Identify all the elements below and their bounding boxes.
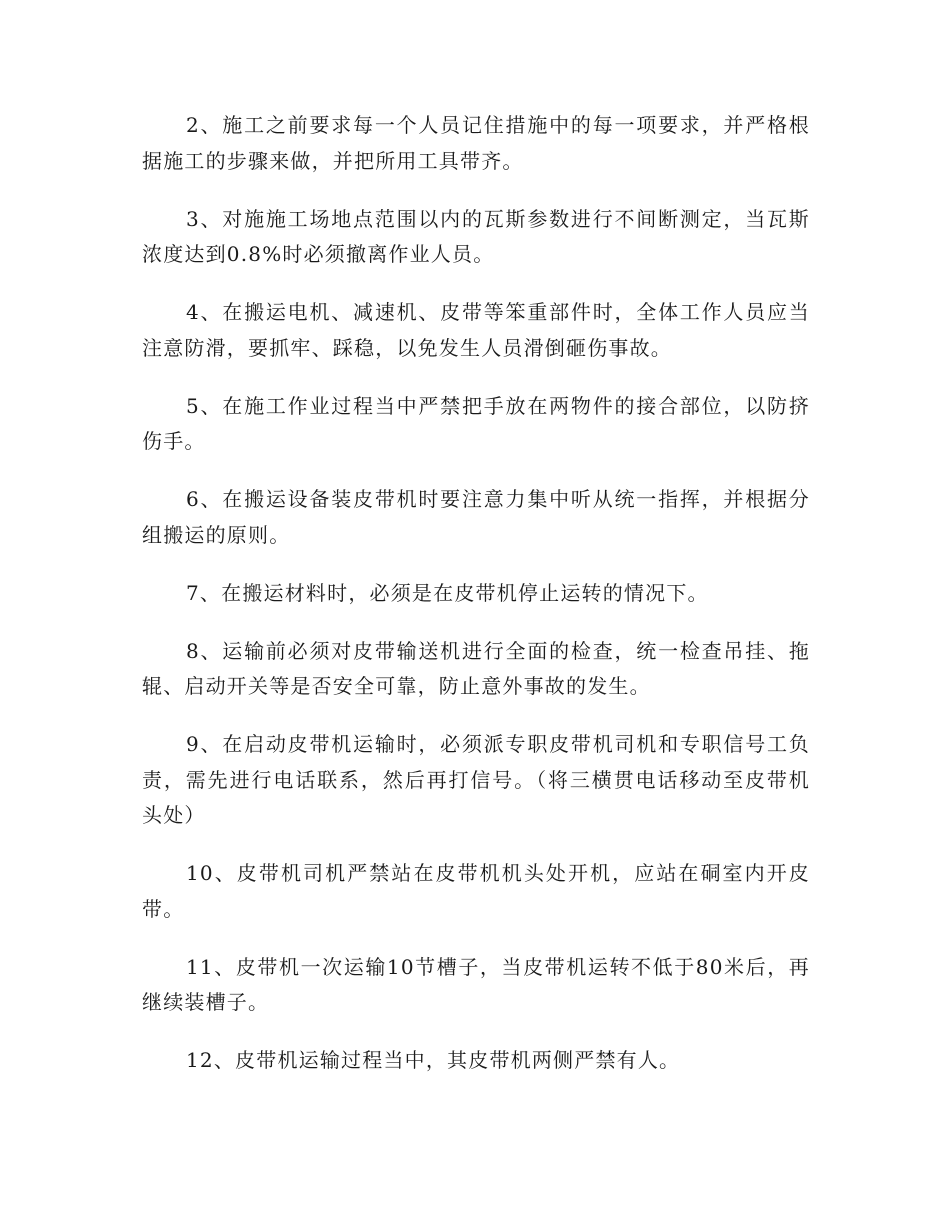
paragraph-item-5: 5、在施工作业过程当中严禁把手放在两物件的接合部位，以防挤伤手。	[142, 393, 810, 453]
paragraph-item-12: 12、皮带机运输过程当中，其皮带机两侧严禁有人。	[186, 1048, 681, 1072]
paragraph-item-4: 4、在搬运电机、减速机、皮带等笨重部件时，全体工作人员应当注意防滑，要抓牢、踩稳，以免发生人员滑倒砸伤事故。	[142, 300, 810, 360]
paragraph-item-2: 2、施工之前要求每一个人员记住措施中的每一项要求，并严格根据施工的步骤来做，并把所用工具带齐。	[142, 113, 810, 173]
document-body	[142, 108, 810, 1101]
paragraph-item-8: 8、运输前必须对皮带输送机进行全面的检查，统一检查吊挂、拖辊、启动开关等是否安全可靠，防止意外事故的发生。	[142, 638, 810, 698]
paragraph-item-3: 3、对施施工场地点范围以内的瓦斯参数进行不间断测定，当瓦斯浓度达到0.8%时必须撤离作业人员。	[142, 206, 810, 266]
paragraph-item-7: 7、在搬运材料时，必须是在皮带机停止运转的情况下。	[186, 580, 709, 605]
paragraph-item-6: 6、在搬运设备装皮带机时要注意力集中听从统一指挥，并根据分组搬运的原则。	[142, 487, 810, 547]
paragraph-item-9: 9、在启动皮带机运输时，必须派专职皮带机司机和专职信号工负责，需先进行电话联系，然后再打信号。（将三横贯电话移动至皮带机头处）	[142, 732, 810, 827]
paragraph-item-10: 10、皮带机司机严禁站在皮带机机头处开机，应站在硐室内开皮带。	[142, 861, 810, 921]
paragraph-item-11: 11、皮带机一次运输10节槽子，当皮带机运转不低于80米后，再继续装槽子。	[142, 954, 810, 1014]
